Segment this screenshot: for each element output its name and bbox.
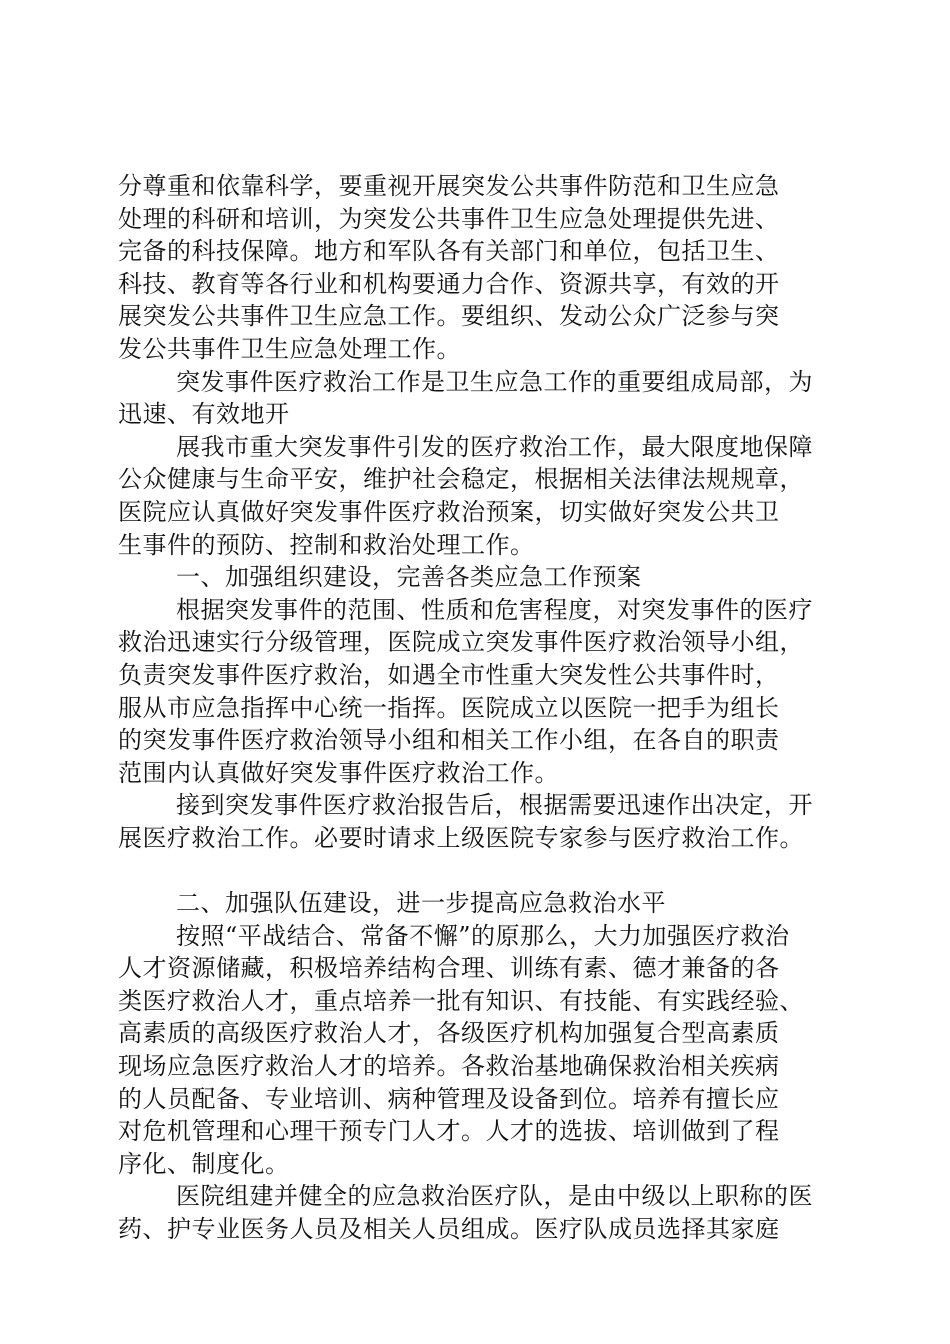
text-line: 范围内认真做好突发事件医疗救治工作。 [118,758,559,787]
text-line: 医院应认真做好突发事件医疗救治预案，切实做好突发公共卫 [118,497,780,526]
text-line: 按照“平战结合、常备不懈”的原那么，大力加强医疗救治 [176,921,790,950]
text-line: 人才资源储藏，积极培养结构合理、训练有素、德才兼备的各 [118,954,780,983]
text-line: 突发事件医疗救治工作是卫生应急工作的重要组成局部，为 [176,367,813,396]
text-line: 救治迅速实行分级管理，医院成立突发事件医疗救治领导小组， [118,628,804,657]
text-line: 发公共事件卫生应急处理工作。 [118,334,461,363]
text-line: 医院组建并健全的应急救治医疗队，是由中级以上职称的医 [176,1182,813,1211]
text-line: 生事件的预防、控制和救治处理工作。 [118,530,535,559]
text-line: 迅速、有效地开 [118,400,290,429]
text-line: 科技、教育等各行业和机构要通力合作、资源共享，有效的开 [118,269,780,298]
text-line: 处理的科研和培训，为突发公共事件卫生应急处理提供先进、 [118,204,780,233]
text-line: 对危机管理和心理干预专门人才。人才的选拔、培训做到了程 [118,1117,780,1146]
text-line: 根据突发事件的范围、性质和危害程度，对突发事件的医疗 [176,595,813,624]
text-line: 现场应急医疗救治人才的培养。各救治基地确保救治相关疾病 [118,1052,780,1081]
text-line: 二、加强队伍建设，进一步提高应急救治水平 [176,889,666,918]
text-line: 一、加强组织建设，完善各类应急工作预案 [176,563,642,592]
text-line [118,854,838,887]
text-line: 公众健康与生命平安，维护社会稳定，根据相关法律法规规章， [118,465,804,494]
text-line: 服从市应急指挥中心统一指挥。医院成立以医院一把手为组长 [118,693,780,722]
text-line: 序化、制度化。 [118,1149,290,1178]
text-line: 接到突发事件医疗救治报告后，根据需要迅速作出决定，开 [176,791,813,820]
text-line: 药、护专业医务人员及相关人员组成。医疗队成员选择其家庭 [118,1215,780,1243]
text-line: 分尊重和依靠科学，要重视开展突发公共事件防范和卫生应急 [118,172,780,200]
text-line: 展突发公共事件卫生应急工作。要组织、发动公众广泛参与突 [118,302,780,331]
text-line: 展医疗救治工作。必要时请求上级医院专家参与医疗救治工作。 [118,823,804,852]
text-line: 的突发事件医疗救治领导小组和相关工作小组，在各自的职责 [118,726,780,755]
text-line: 完备的科技保障。地方和军队各有关部门和单位，包括卫生、 [118,237,780,266]
text-line: 展我市重大突发事件引发的医疗救治工作，最大限度地保障 [176,432,813,461]
document-body [118,170,838,1246]
text-line: 的人员配备、专业培训、病种管理及设备到位。培养有擅长应 [118,1084,780,1113]
text-line: 负责突发事件医疗救治，如遇全市性重大突发性公共事件时， [118,660,780,689]
text-line: 高素质的高级医疗救治人才，各级医疗机构加强复合型高素质 [118,1019,780,1048]
text-line: 类医疗救治人才，重点培养一批有知识、有技能、有实践经验、 [118,986,804,1015]
